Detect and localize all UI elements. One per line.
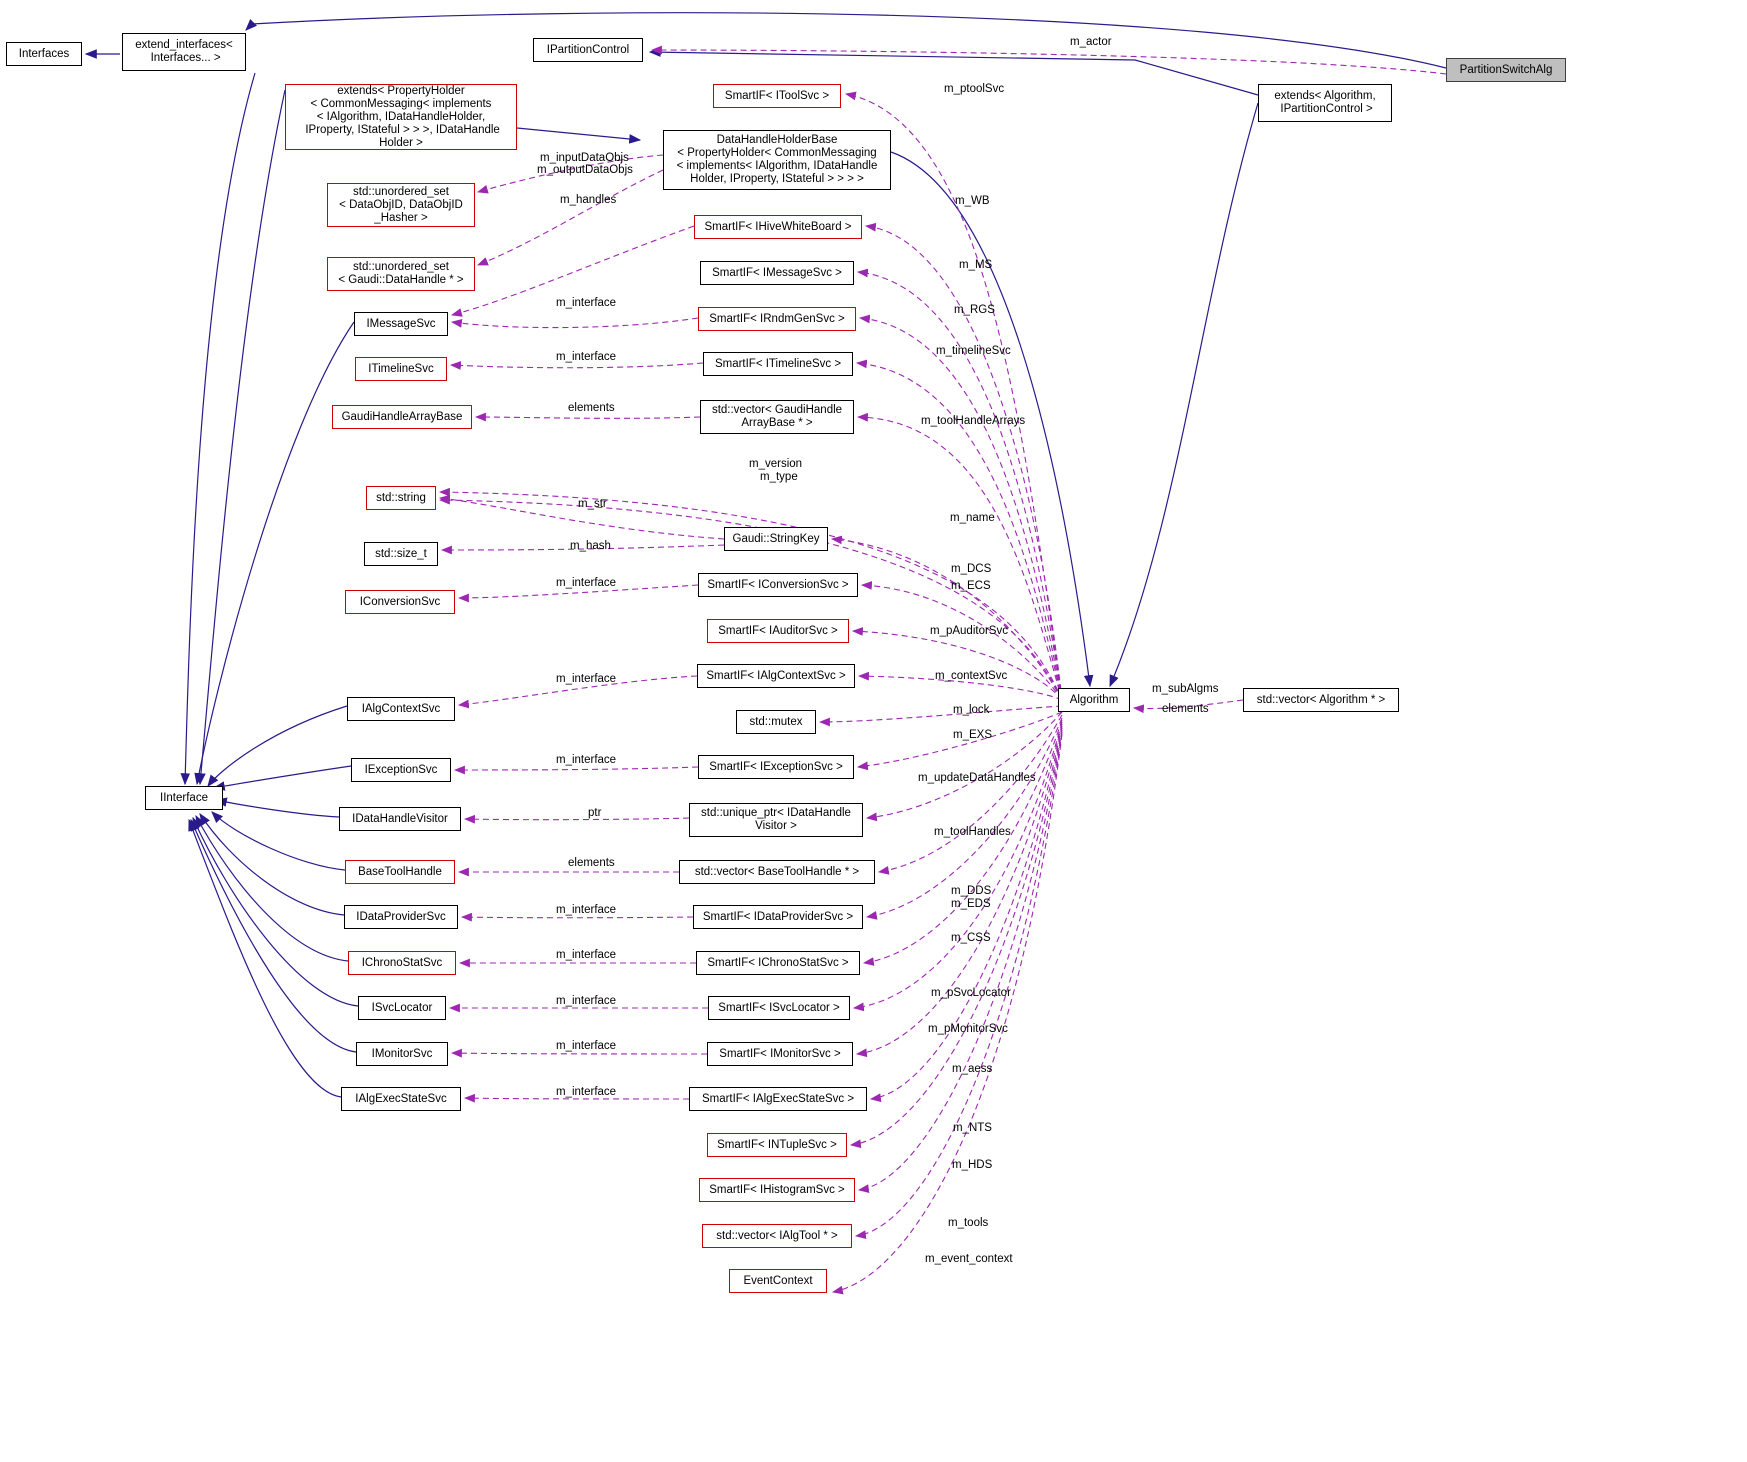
node-extends-propertyholder[interactable]: extends< PropertyHolder < CommonMessaging< implements < IAlgorithm, IDataHandleHolder, IProperty, IStateful > > >, IDataHandle Holder > [285,84,517,150]
edge-label-m-interface-msg: m_interface [556,297,617,309]
edge-label-m-str: m_str [578,498,607,510]
node-smartif-itoolsvc[interactable]: SmartIF< IToolSvc > [713,84,841,108]
edge-label-m-type: m_type [760,471,798,483]
edge-label-m-psvclocator: m_pSvcLocator [931,987,1011,999]
edge-label-m-lock: m_lock [953,704,990,716]
node-smartif-isvclocator[interactable]: SmartIF< ISvcLocator > [708,996,850,1020]
node-ialgexecstatesvc[interactable]: IAlgExecStateSvc [341,1087,461,1111]
node-iinterface[interactable]: IInterface [145,786,223,810]
node-smartif-itimelinesvc[interactable]: SmartIF< ITimelineSvc > [703,352,853,376]
edge-label-m-actor: m_actor [1070,36,1112,48]
node-ipartitioncontrol[interactable]: IPartitionControl [533,38,643,62]
node-ialgcontextsvc[interactable]: IAlgContextSvc [347,697,455,721]
edge-label-m-handles: m_handles [560,194,617,206]
edge-label-m-contextsvc: m_contextSvc [935,670,1008,682]
edge-label-ptr: ptr [588,807,602,819]
node-smartif-iexceptionsvc[interactable]: SmartIF< IExceptionSvc > [698,755,854,779]
edge-label-elements-alg: elements [1162,703,1209,715]
node-gaudihandlearraybase[interactable]: GaudiHandleArrayBase [332,405,472,429]
edge-label-m-interface-monitor: m_interface [556,1040,617,1052]
edge-label-m-toolhandlearrays: m_toolHandleArrays [921,415,1026,427]
node-std-mutex[interactable]: std::mutex [736,710,816,734]
edge-label-m-ms: m_MS [959,259,993,271]
edge-label-m-outputdataobjs: m_outputDataObjs [537,164,633,176]
edge-label-m-interface-algctx: m_interface [556,673,617,685]
node-idataprovidersvc[interactable]: IDataProviderSvc [344,905,458,929]
edge-label-m-interface-timeline: m_interface [556,351,617,363]
edge-label-m-dcs: m_DCS [951,563,992,575]
node-std-size-t[interactable]: std::size_t [364,542,438,566]
edge-label-m-tools: m_tools [948,1217,989,1229]
edge-label-m-css: m_CSS [951,932,991,944]
node-smartif-ihistogramsvc[interactable]: SmartIF< IHistogramSvc > [699,1178,855,1202]
node-vector-basetoolhandle[interactable]: std::vector< BaseToolHandle * > [679,860,875,884]
node-iexceptionsvc[interactable]: IExceptionSvc [351,758,451,782]
node-imonitorsvc[interactable]: IMonitorSvc [356,1042,448,1066]
node-smartif-intuplesvc[interactable]: SmartIF< INTupleSvc > [707,1133,847,1157]
edge-label-m-toolhandles: m_toolHandles [934,826,1011,838]
node-smartif-irndmgensvc[interactable]: SmartIF< IRndmGenSvc > [698,307,856,331]
node-eventcontext[interactable]: EventContext [729,1269,827,1293]
edge-label-elements-ghab: elements [568,402,615,414]
edge-label-m-subalgms: m_subAlgms [1152,683,1219,695]
edge-label-m-wb: m_WB [955,195,990,207]
edge-label-m-interface-exc: m_interface [556,754,617,766]
node-smartif-ichronostatsvc[interactable]: SmartIF< IChronoStatSvc > [696,951,860,975]
edge-label-m-event-context: m_event_context [925,1253,1013,1265]
node-smartif-ialgexecstatesvc[interactable]: SmartIF< IAlgExecStateSvc > [689,1087,867,1111]
node-interfaces[interactable]: Interfaces [6,42,82,66]
edge-label-m-ptoolsvc: m_ptoolSvc [944,83,1005,95]
node-unordered-set-dataobjid[interactable]: std::unordered_set < DataObjID, DataObjID _Hasher > [327,183,475,227]
node-smartif-imonitorsvc[interactable]: SmartIF< IMonitorSvc > [707,1042,853,1066]
node-iconversionsvc[interactable]: IConversionSvc [345,590,455,614]
node-imessagesvc[interactable]: IMessageSvc [354,312,448,336]
node-std-string[interactable]: std::string [366,486,436,510]
edge-label-m-exs: m_EXS [953,729,992,741]
edge-label-m-hds: m_HDS [952,1159,993,1171]
node-extends-algorithm-ipartitioncontrol[interactable]: extends< Algorithm, IPartitionControl > [1258,84,1392,122]
node-extend-interfaces[interactable]: extend_interfaces< Interfaces... > [122,33,246,71]
node-vector-ialgtool[interactable]: std::vector< IAlgTool * > [702,1224,852,1248]
edge-label-m-pauditorsvc: m_pAuditorSvc [930,625,1008,637]
edge-label-m-pmonitorsvc: m_pMonitorSvc [928,1023,1008,1035]
node-unique-ptr-idatahandlevisitor[interactable]: std::unique_ptr< IDataHandle Visitor > [689,803,863,837]
edge-label-m-timelinesvc: m_timelineSvc [936,345,1011,357]
edge-label-m-name: m_name [950,512,995,524]
edge-label-m-interface-dataprov: m_interface [556,904,617,916]
edge-label-m-ecs: m_ECS [951,580,991,592]
edge-label-m-hash: m_hash [570,540,611,552]
node-smartif-ihivewhiteboard[interactable]: SmartIF< IHiveWhiteBoard > [694,215,862,239]
edge-label-m-interface-chrono: m_interface [556,949,617,961]
node-algorithm[interactable]: Algorithm [1058,688,1130,712]
node-ichronostatsvc[interactable]: IChronoStatSvc [348,951,456,975]
node-vector-algorithm[interactable]: std::vector< Algorithm * > [1243,688,1399,712]
node-smartif-iconversionsvc[interactable]: SmartIF< IConversionSvc > [698,573,858,597]
node-smartif-idataprovidersvc[interactable]: SmartIF< IDataProviderSvc > [693,905,863,929]
node-itimelinesvc[interactable]: ITimelineSvc [355,357,447,381]
edge-label-m-dds: m_DDS [951,885,992,897]
edge-label-m-interface-conv: m_interface [556,577,617,589]
edge-label-m-interface-svcloc: m_interface [556,995,617,1007]
node-basetoolhandle[interactable]: BaseToolHandle [345,860,455,884]
node-isvclocator[interactable]: ISvcLocator [358,996,446,1020]
node-partitionswitchalg[interactable]: PartitionSwitchAlg [1446,58,1566,82]
node-idatahandlevisitor[interactable]: IDataHandleVisitor [339,807,461,831]
node-gaudi-stringkey[interactable]: Gaudi::StringKey [724,527,828,551]
edge-label-m-eds: m_EDS [951,898,991,910]
node-datahandleholderbase[interactable]: DataHandleHolderBase < PropertyHolder< CommonMessaging < implements< IAlgorithm, IDataHandle Holder, IProperty, IStateful > > > > [663,130,891,190]
edge-label-m-aess: m_aess [952,1063,993,1075]
node-smartif-ialgcontextsvc[interactable]: SmartIF< IAlgContextSvc > [697,664,855,688]
edge-label-m-inputdataobjs: m_inputDataObjs [540,152,629,164]
edge-label-m-nts: m_NTS [953,1122,992,1134]
node-smartif-iauditorsvc[interactable]: SmartIF< IAuditorSvc > [707,619,849,643]
node-unordered-set-datahandle[interactable]: std::unordered_set < Gaudi::DataHandle * > [327,257,475,291]
node-smartif-imessagesvc[interactable]: SmartIF< IMessageSvc > [700,261,854,285]
edge-label-m-version: m_version [749,458,803,470]
edge-label-m-rgs: m_RGS [954,304,995,316]
edge-label-m-interface-algexec: m_interface [556,1086,617,1098]
edge-label-m-updatedatahandles: m_updateDataHandles [918,772,1036,784]
edge-label-elements-bth: elements [568,857,615,869]
node-vector-gaudihandlearraybase[interactable]: std::vector< GaudiHandle ArrayBase * > [700,400,854,434]
